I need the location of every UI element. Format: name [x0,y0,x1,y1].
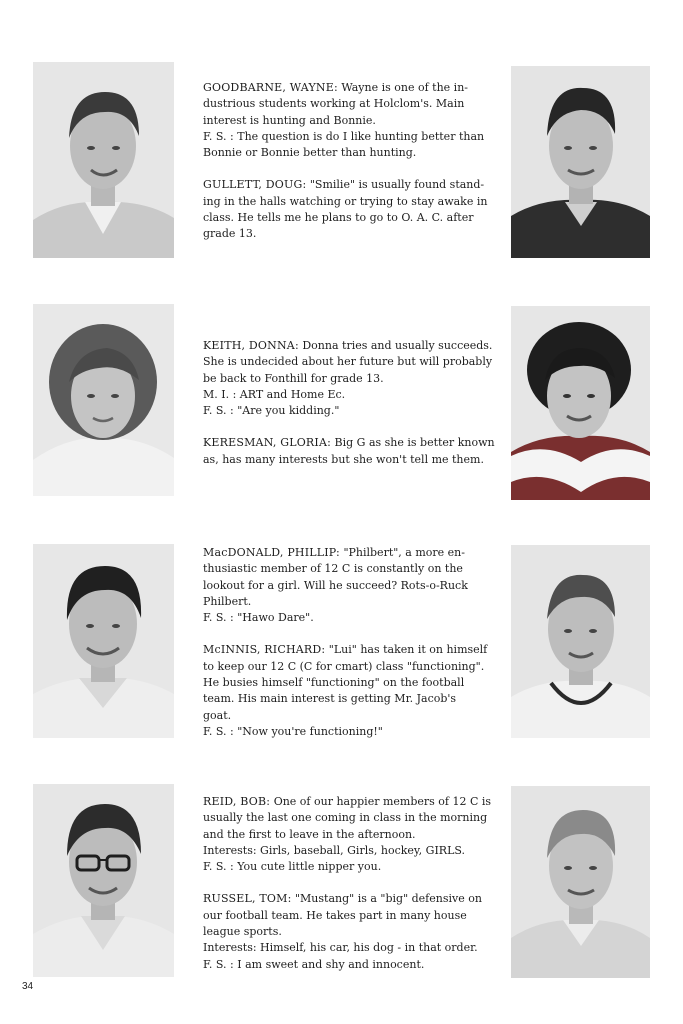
entry-line: lookout for a girl. Will he succeed? Rots-o-Ruck [203,578,468,592]
student-entry [203,435,503,468]
entry-line: our football team. He takes part in many house [203,908,467,922]
entry-line: and the first to leave in the afternoon. [203,827,416,841]
student-text-block [203,338,503,484]
student-text-block [203,794,503,989]
entry-line: usually the last one coming in class in the morning [203,811,488,825]
entry-line: Philbert. [203,594,252,608]
student-text-block [203,545,503,756]
portrait-photo-macdonald [33,544,174,738]
student-name: KEITH, DONNA: [203,339,299,352]
entry-line: Bonnie or Bonnie better than hunting. [203,146,417,160]
student-text-block [203,80,503,259]
student-entry [203,545,503,626]
entry-line: F. S. : "Now you're functioning!" [203,724,383,738]
entry-line: Donna tries and usually succeeds. [302,339,493,352]
student-name: REID, BOB: [203,795,271,808]
entry-line: ing in the halls watching or trying to stay awake in [203,194,488,208]
student-entry [203,338,503,419]
entry-line: "Mustang" is a "big" defensive on [294,892,482,906]
entry-line: league sports. [203,925,282,939]
student-name: GULLETT, DOUG: [203,178,307,192]
entry-line: He busies himself "functioning" on the football [203,676,465,690]
student-name: KERESMAN, GLORIA: [203,436,332,450]
entry-line: F. S. : You cute little nipper you. [203,860,382,874]
entry-line: M. I. : ART and Home Ec. [203,387,346,401]
entry-line: Interests: Girls, baseball, Girls, hockey, GIRLS. [203,843,466,857]
entry-line: F. S. : "Hawo Dare". [203,611,314,625]
student-name: McINNIS, RICHARD: [203,643,326,657]
student-name: MacDONALD, PHILLIP: [203,546,340,559]
portrait-photo-mcinnis [511,545,650,738]
entry-line: Big G as she is better known [334,436,495,450]
student-entry [203,891,503,972]
entry-line: goat. [203,708,232,722]
entry-line: "Lui" has taken it on himself [328,643,488,657]
portrait-photo-goodbarne [33,62,174,258]
portrait-photo-reid [33,784,174,977]
entry-line: F. S. : "Are you kidding." [203,404,340,418]
student-entry [203,794,503,875]
entry-line: grade 13. [203,227,257,241]
entry-line: be back to Fonthill for grade 13. [203,371,384,385]
entry-line: F. S. : The question is do I like hunting better than [203,129,485,143]
student-entry [203,177,503,242]
page-number: 34 [22,981,34,992]
entry-line: "Philbert", a more en- [343,546,465,559]
entry-line: Wayne is one of the in- [341,81,468,94]
student-name: GOODBARNE, WAYNE: [203,81,338,94]
entry-line: One of our happier members of 12 C is [273,795,492,808]
student-name: RUSSEL, TOM: [203,892,292,906]
student-entry [203,642,503,740]
entry-line: thusiastic member of 12 C is constantly on the [203,562,463,576]
entry-line: She is undecided about her future but will probably [203,355,493,369]
entry-line: Interests: Himself, his car, his dog - in that order. [203,941,478,955]
entry-line: class. He tells me he plans to go to O. A. C. after [203,211,474,225]
portrait-photo-keresman [511,306,650,500]
student-entry [203,80,503,161]
entry-line: dustrious students working at Holclom's. Main [203,97,465,111]
portrait-photo-keith [33,304,174,496]
portrait-photo-gullett [511,66,650,258]
portrait-photo-russel [511,786,650,978]
entry-line: to keep our 12 C (C for cmart) class "functioning". [203,659,485,673]
entry-line: F. S. : I am sweet and shy and innocent. [203,957,425,971]
entry-line: team. His main interest is getting Mr. Jacob's [203,692,457,706]
entry-line: as, has many interests but she won't tell me them. [203,452,484,466]
entry-line: interest is hunting and Bonnie. [203,113,376,127]
entry-line: "Smilie" is usually found stand- [309,178,485,192]
